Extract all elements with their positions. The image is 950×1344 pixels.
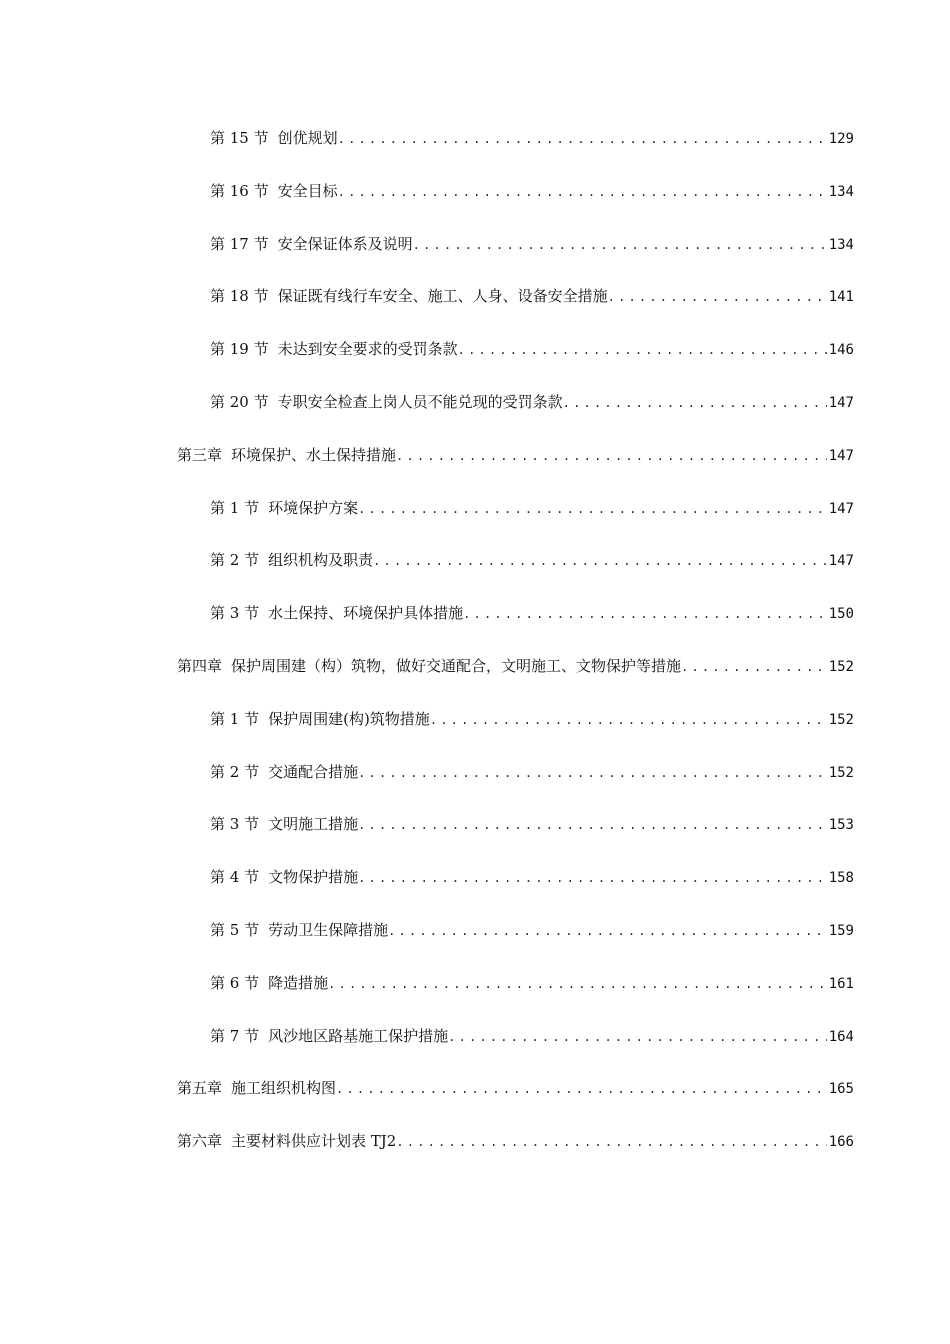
toc-dot-leader [358, 495, 827, 523]
toc-chapter-entry[interactable] [177, 1074, 854, 1102]
toc-entry-title: 劳动卫生保障措施 [268, 921, 389, 939]
toc-entry[interactable] [210, 810, 854, 838]
toc-entry-title: 安全目标 [277, 182, 338, 200]
toc-entry-title: 施工组织机构图 [231, 1079, 337, 1097]
toc-entry[interactable] [210, 758, 854, 786]
toc-entry[interactable] [210, 1022, 854, 1050]
toc-entry-number: 第 15 节 [210, 129, 269, 147]
toc-entry[interactable] [210, 177, 854, 205]
toc-dot-leader [430, 706, 827, 734]
toc-entry-number: 第 1 节 [210, 499, 260, 517]
toc-entry-title: 交通配合措施 [268, 763, 359, 781]
toc-entry-title: 降造措施 [268, 974, 329, 992]
toc-entry[interactable] [210, 705, 854, 733]
toc-entry-page: 165 [828, 1081, 854, 1097]
toc-entry-title: 主要材料供应计划表 TJ2 [231, 1132, 397, 1150]
toc-entry-title: 保证既有线行车安全、施工、人身、设备安全措施 [277, 287, 608, 305]
toc-entry[interactable] [210, 494, 854, 522]
toc-dot-leader [328, 970, 827, 998]
toc-entry-number: 第 4 节 [210, 868, 260, 886]
toc-entry-page: 158 [828, 870, 854, 886]
toc-entry-title: 未达到安全要求的受罚条款 [277, 340, 458, 358]
toc-entry-number: 第五章 [177, 1079, 223, 1097]
toc-dot-leader [448, 1023, 827, 1051]
toc-entry-page: 134 [828, 237, 854, 253]
toc-entry-page: 147 [828, 448, 854, 464]
toc-entry-title: 环境保护方案 [268, 499, 359, 517]
toc-entry-page: 141 [828, 289, 854, 305]
toc-entry-number: 第 3 节 [210, 604, 260, 622]
toc-chapter-entry[interactable] [177, 1127, 854, 1155]
toc-entry-number: 第 1 节 [210, 710, 260, 728]
toc-entry[interactable] [210, 916, 854, 944]
toc-entry-number: 第 16 节 [210, 182, 269, 200]
toc-entry-page: 152 [828, 659, 854, 675]
toc-entry[interactable] [210, 335, 854, 363]
toc-entry[interactable] [210, 863, 854, 891]
toc-entry-page: 129 [828, 131, 854, 147]
toc-entry-number: 第四章 [177, 657, 223, 675]
toc-dot-leader [563, 389, 827, 417]
toc-chapter-entry[interactable] [177, 652, 854, 680]
toc-dot-leader [396, 1128, 826, 1156]
toc-entry-number: 第 6 节 [210, 974, 260, 992]
toc-dot-leader [358, 759, 827, 787]
toc-dot-leader [358, 811, 827, 839]
toc-entry-title: 创优规划 [277, 129, 338, 147]
toc-dot-leader [358, 864, 827, 892]
toc-entry-page: 147 [828, 395, 854, 411]
toc-entry-number: 第 19 节 [210, 340, 269, 358]
toc-dot-leader [413, 231, 827, 259]
toc-entry-number: 第 18 节 [210, 287, 269, 305]
toc-entry-title: 专职安全检查上岗人员不能兑现的受罚条款 [277, 393, 563, 411]
toc-entry-number: 第 5 节 [210, 921, 260, 939]
toc-dot-leader [338, 178, 827, 206]
toc-entry[interactable] [210, 230, 854, 258]
toc-entry-page: 166 [828, 1134, 854, 1150]
toc-entry-page: 159 [828, 923, 854, 939]
toc-entry-number: 第 2 节 [210, 763, 260, 781]
toc-entry-page: 147 [828, 553, 854, 569]
toc-dot-leader [338, 125, 827, 153]
toc-dot-leader [373, 547, 827, 575]
toc-chapter-entry[interactable] [177, 441, 854, 469]
toc-entry-title: 组织机构及职责 [268, 551, 374, 569]
toc-entry[interactable] [210, 599, 854, 627]
toc-entry[interactable] [210, 388, 854, 416]
toc-entry[interactable] [210, 282, 854, 310]
toc-dot-leader [396, 442, 827, 470]
toc-entry-page: 134 [828, 184, 854, 200]
toc-entry-number: 第 17 节 [210, 235, 269, 253]
toc-dot-leader [681, 653, 827, 681]
toc-entry[interactable] [210, 124, 854, 152]
toc-entry-number: 第六章 [177, 1132, 223, 1150]
toc-entry-title: 保护周围建（构）筑物，做好交通配合，文明施工、文物保护等措施 [231, 657, 682, 675]
toc-entry-page: 147 [828, 501, 854, 517]
toc-entry-page: 164 [828, 1029, 854, 1045]
toc-entry-number: 第 2 节 [210, 551, 260, 569]
toc-entry-number: 第 20 节 [210, 393, 269, 411]
toc-entry-number: 第三章 [177, 446, 223, 464]
toc-entry-title: 环境保护、水土保持措施 [231, 446, 397, 464]
toc-entry-page: 152 [828, 765, 854, 781]
toc-entry-number: 第 7 节 [210, 1027, 260, 1045]
toc-entry-page: 161 [828, 976, 854, 992]
toc-entry-page: 150 [828, 606, 854, 622]
toc-dot-leader [458, 336, 827, 364]
toc-entry-title: 水土保持、环境保护具体措施 [268, 604, 464, 622]
toc-entry[interactable] [210, 546, 854, 574]
toc-entry-page: 152 [828, 712, 854, 728]
toc-entry[interactable] [210, 969, 854, 997]
toc-dot-leader [463, 600, 827, 628]
toc-entry-page: 146 [828, 342, 854, 358]
toc-entry-page: 153 [828, 817, 854, 833]
toc-entry-title: 文明施工措施 [268, 815, 359, 833]
toc-dot-leader [388, 917, 827, 945]
toc-entry-number: 第 3 节 [210, 815, 260, 833]
toc-entry-title: 安全保证体系及说明 [277, 235, 413, 253]
toc-dot-leader [336, 1075, 827, 1103]
toc-entry-title: 风沙地区路基施工保护措施 [268, 1027, 449, 1045]
toc-dot-leader [608, 283, 827, 311]
toc-entry-title: 文物保护措施 [268, 868, 359, 886]
toc-entry-title: 保护周围建(构)筑物措施 [268, 710, 430, 728]
